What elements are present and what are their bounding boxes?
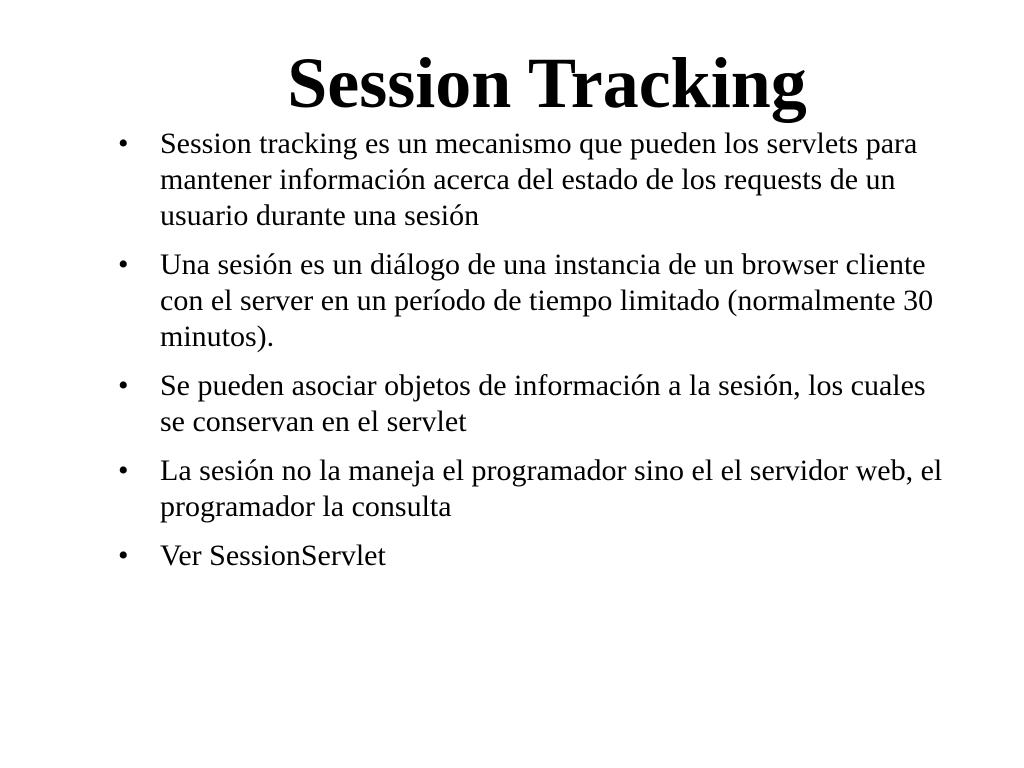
slide-title: Session Tracking [287,43,807,123]
bullet-text: Se pueden asociar objetos de información a la sesión, los cuales se conservan en el servlet [160,369,926,438]
bullet-text: Session tracking es un mecanismo que pueden los servlets para mantener información acerca del estado de los requests de un usuario durante una sesión [160,127,918,232]
bullet-item-session-tracking [118,126,958,234]
bullet-text: Una sesión es un diálogo de una instancia de un browser cliente con el server en un período de tiempo limitado (normalmente 30 minutos). [160,248,934,353]
bullet-icon: • [118,127,129,160]
bullet-item-asociar-objetos [118,368,958,440]
bullet-icon: • [118,539,129,572]
bullet-item-servidor-web [118,453,958,525]
bullet-icon: • [118,454,129,487]
bullet-item-ver-sessionservlet [118,538,958,574]
bullet-item-sesion-dialogo [118,247,958,355]
bullet-icon: • [118,369,129,402]
bullet-text: La sesión no la maneja el programador sino el el servidor web, el programador la consulta [160,454,943,523]
bullet-list [118,126,958,587]
bullet-icon: • [118,248,129,281]
bullet-text: Ver SessionServlet [160,539,386,572]
